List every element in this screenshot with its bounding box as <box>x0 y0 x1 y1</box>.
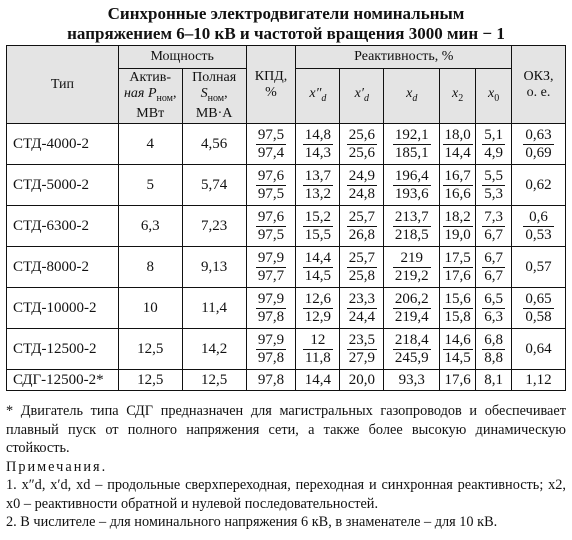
numerator: 7,3 <box>484 208 503 225</box>
table-row <box>7 206 566 247</box>
cell-xd1 <box>340 288 384 329</box>
numerator: 15,2 <box>304 208 332 225</box>
cell-active-power: 10 <box>118 288 182 329</box>
denominator: 6,7 <box>484 267 503 284</box>
denominator: 97,5 <box>257 226 285 243</box>
table-row <box>7 288 566 329</box>
cell-okz <box>512 165 566 206</box>
cell-xd <box>384 370 440 391</box>
cell-kpd <box>246 329 296 370</box>
cell-kpd <box>246 247 296 288</box>
denominator: 14,5 <box>304 267 332 284</box>
cell-full-power: 9,13 <box>182 247 246 288</box>
table-row <box>7 329 566 370</box>
numerator: 192,1 <box>394 126 429 143</box>
numerator: 97,9 <box>257 331 285 348</box>
cell-x2 <box>440 329 476 370</box>
numerator: 24,9 <box>348 167 375 184</box>
header-xd-synchronous: $x_d$ <box>384 69 440 124</box>
cell-x0 <box>476 370 512 391</box>
cell-active-power: 8 <box>118 247 182 288</box>
header-reactance: Реактивность, % <box>296 46 512 69</box>
numerator: 15,6 <box>444 290 471 307</box>
numerator: 206,2 <box>394 290 429 307</box>
denominator: 97,4 <box>257 144 285 161</box>
denominator: 14,3 <box>304 144 332 161</box>
numerator: 12 <box>303 332 333 350</box>
cell-xd1 <box>340 206 384 247</box>
cell-full-power: 12,5 <box>182 370 246 391</box>
cell-active-power: 12,5 <box>118 370 182 391</box>
cell-type: СТД-5000-2 <box>7 165 119 206</box>
note-1: 1. x″d, x′d, xd – продольные сверхпереходная, переходная и синхронная реактивность; x2, x0 – реактивности обратной и нулевой последовательностей. <box>6 477 566 512</box>
cell-full-power: 11,4 <box>182 288 246 329</box>
denominator: 24,8 <box>348 185 375 202</box>
cell-xd2 <box>296 288 340 329</box>
cell-okz <box>512 124 566 165</box>
cell-full-power: 14,2 <box>182 329 246 370</box>
single-value: 97,8 <box>257 371 285 388</box>
denominator: 97,7 <box>257 267 285 284</box>
numerator: 16,7 <box>444 167 471 184</box>
header-efficiency: КПД, % <box>246 46 296 124</box>
cell-active-power: 12,5 <box>118 329 182 370</box>
single-value: 17,6 <box>444 371 471 388</box>
cell-xd <box>384 165 440 206</box>
single-value: 14,4 <box>304 371 332 388</box>
denominator: 15,8 <box>444 308 471 325</box>
single-value: 20,0 <box>348 371 375 388</box>
cell-active-power: 4 <box>118 124 182 165</box>
cell-kpd <box>246 370 296 391</box>
denominator: 16,6 <box>444 185 471 202</box>
header-x2: $x_2$ <box>440 69 476 124</box>
cell-xd2 <box>296 165 340 206</box>
denominator: 4,9 <box>484 144 503 161</box>
numerator: 97,9 <box>257 290 285 307</box>
cell-okz <box>512 370 566 391</box>
numerator: 6,7 <box>484 249 503 266</box>
cell-x2 <box>440 124 476 165</box>
numerator: 14,4 <box>304 249 332 266</box>
cell-kpd <box>246 124 296 165</box>
cell-x0 <box>476 124 512 165</box>
cell-x0 <box>476 329 512 370</box>
header-type: Тип <box>7 46 119 124</box>
cell-type: СТД-4000-2 <box>7 124 119 165</box>
cell-xd2 <box>296 247 340 288</box>
cell-xd1 <box>340 329 384 370</box>
cell-okz <box>512 329 566 370</box>
single-value: 8,1 <box>484 371 503 388</box>
denominator: 25,6 <box>348 144 375 161</box>
title-line-1: Синхронные электродвигатели номинальным <box>107 4 465 23</box>
denominator: 97,8 <box>257 308 285 325</box>
header-full-power: Полная $S_{ном}$, МВ·А <box>182 69 246 124</box>
cell-xd1 <box>340 370 384 391</box>
cell-xd2 <box>296 329 340 370</box>
denominator: 24,4 <box>348 308 375 325</box>
cell-xd2 <box>296 370 340 391</box>
single-value: 0,64 <box>525 340 552 357</box>
denominator: 6,3 <box>484 308 503 325</box>
numerator: 6,8 <box>484 331 503 348</box>
cell-okz <box>512 247 566 288</box>
numerator: 0,65 <box>525 290 552 307</box>
numerator: 0,6 <box>523 209 553 227</box>
denominator: 14,4 <box>444 144 471 161</box>
cell-type: СТД-10000-2 <box>7 288 119 329</box>
denominator: 25,8 <box>348 267 375 284</box>
numerator: 97,9 <box>257 249 285 266</box>
denominator: 14,5 <box>444 349 471 366</box>
cell-xd <box>384 288 440 329</box>
cell-xd2 <box>296 124 340 165</box>
denominator: 12,9 <box>304 308 332 325</box>
numerator: 13,7 <box>304 167 332 184</box>
header-power: Мощность <box>118 46 246 69</box>
numerator: 196,4 <box>394 167 429 184</box>
numerator: 97,6 <box>257 208 285 225</box>
header-xd-transient: $x'_d$ <box>340 69 384 124</box>
numerator: 0,63 <box>525 126 552 143</box>
cell-type: СТД-8000-2 <box>7 247 119 288</box>
motors-table <box>6 45 566 391</box>
cell-x2 <box>440 206 476 247</box>
numerator: 218,4 <box>394 331 429 348</box>
numerator: 17,5 <box>444 249 471 266</box>
numerator: 23,3 <box>348 290 375 307</box>
denominator: 0,53 <box>525 226 552 243</box>
numerator: 5,1 <box>484 126 503 143</box>
denominator: 245,9 <box>394 349 429 366</box>
table-row <box>7 124 566 165</box>
single-value: 1,12 <box>525 371 552 388</box>
table-title <box>0 0 572 44</box>
title-line-2: напряжением 6–10 кВ и частотой вращения 3000 мин − 1 <box>67 24 505 43</box>
numerator: 18,0 <box>444 126 471 143</box>
cell-xd1 <box>340 124 384 165</box>
denominator: 15,5 <box>304 226 332 243</box>
denominator: 193,6 <box>394 185 429 202</box>
header-okz: ОКЗ, о. е. <box>512 46 566 124</box>
cell-xd2 <box>296 206 340 247</box>
denominator: 6,7 <box>484 226 503 243</box>
denominator: 11,8 <box>305 349 331 366</box>
denominator: 218,5 <box>394 226 429 243</box>
single-value: 93,3 <box>398 371 425 388</box>
numerator: 97,6 <box>257 167 285 184</box>
header-xd-subtransient: $x''_d$ <box>296 69 340 124</box>
numerator: 213,7 <box>394 208 429 225</box>
denominator: 0,69 <box>525 144 552 161</box>
cell-active-power: 5 <box>118 165 182 206</box>
numerator: 23,5 <box>348 331 375 348</box>
cell-full-power: 7,23 <box>182 206 246 247</box>
cell-xd1 <box>340 165 384 206</box>
single-value: 0,57 <box>525 258 552 275</box>
note-2: 2. В числителе – для номинального напряжения 6 кВ, в знаменателе – для 10 кВ. <box>6 514 498 530</box>
cell-x0 <box>476 206 512 247</box>
cell-x2 <box>440 288 476 329</box>
cell-xd <box>384 124 440 165</box>
cell-kpd <box>246 165 296 206</box>
cell-type: СДГ-12500-2* <box>7 370 119 391</box>
cell-okz <box>512 206 566 247</box>
denominator: 219,4 <box>394 308 429 325</box>
numerator: 18,2 <box>444 208 471 225</box>
numerator: 219 <box>393 250 431 268</box>
cell-full-power: 5,74 <box>182 165 246 206</box>
denominator: 13,2 <box>304 185 332 202</box>
numerator: 25,6 <box>348 126 375 143</box>
cell-kpd <box>246 288 296 329</box>
numerator: 6,5 <box>484 290 503 307</box>
numerator: 12,6 <box>304 290 332 307</box>
denominator: 0,58 <box>525 308 552 325</box>
cell-x2 <box>440 247 476 288</box>
denominator: 185,1 <box>394 144 429 161</box>
denominator: 8,8 <box>484 349 503 366</box>
header-x0: $x_0$ <box>476 69 512 124</box>
cell-x0 <box>476 247 512 288</box>
denominator: 26,8 <box>348 226 375 243</box>
cell-xd <box>384 329 440 370</box>
denominator: 27,9 <box>348 349 375 366</box>
cell-x2 <box>440 370 476 391</box>
numerator: 14,6 <box>444 331 471 348</box>
cell-type: СТД-12500-2 <box>7 329 119 370</box>
numerator: 25,7 <box>348 249 375 266</box>
notes-heading: Примечания. <box>6 458 108 475</box>
footnote: * Двигатель типа СДГ предназначен для магистральных газопроводов и обеспечивает плавный пуск от полного напряжения сети, а также более высокую динамическую стойкость. <box>6 403 566 456</box>
table-row <box>7 247 566 288</box>
header-active-power: Актив- ная $P_{ном}$, МВт <box>118 69 182 124</box>
numerator: 5,5 <box>484 167 503 184</box>
cell-kpd <box>246 206 296 247</box>
denominator: 19,0 <box>444 226 471 243</box>
denominator: 97,8 <box>257 349 285 366</box>
cell-xd1 <box>340 247 384 288</box>
cell-full-power: 4,56 <box>182 124 246 165</box>
numerator: 97,5 <box>257 126 285 143</box>
notes <box>6 402 566 532</box>
cell-active-power: 6,3 <box>118 206 182 247</box>
cell-xd <box>384 247 440 288</box>
numerator: 25,7 <box>348 208 375 225</box>
cell-x0 <box>476 288 512 329</box>
denominator: 5,3 <box>484 185 503 202</box>
numerator: 14,8 <box>304 126 332 143</box>
cell-x2 <box>440 165 476 206</box>
cell-x0 <box>476 165 512 206</box>
denominator: 219,2 <box>394 267 429 284</box>
table-row <box>7 370 566 391</box>
single-value: 0,62 <box>525 176 552 193</box>
table-row <box>7 165 566 206</box>
cell-okz <box>512 288 566 329</box>
denominator: 97,5 <box>257 185 285 202</box>
cell-type: СТД-6300-2 <box>7 206 119 247</box>
cell-xd <box>384 206 440 247</box>
denominator: 17,6 <box>444 267 471 284</box>
